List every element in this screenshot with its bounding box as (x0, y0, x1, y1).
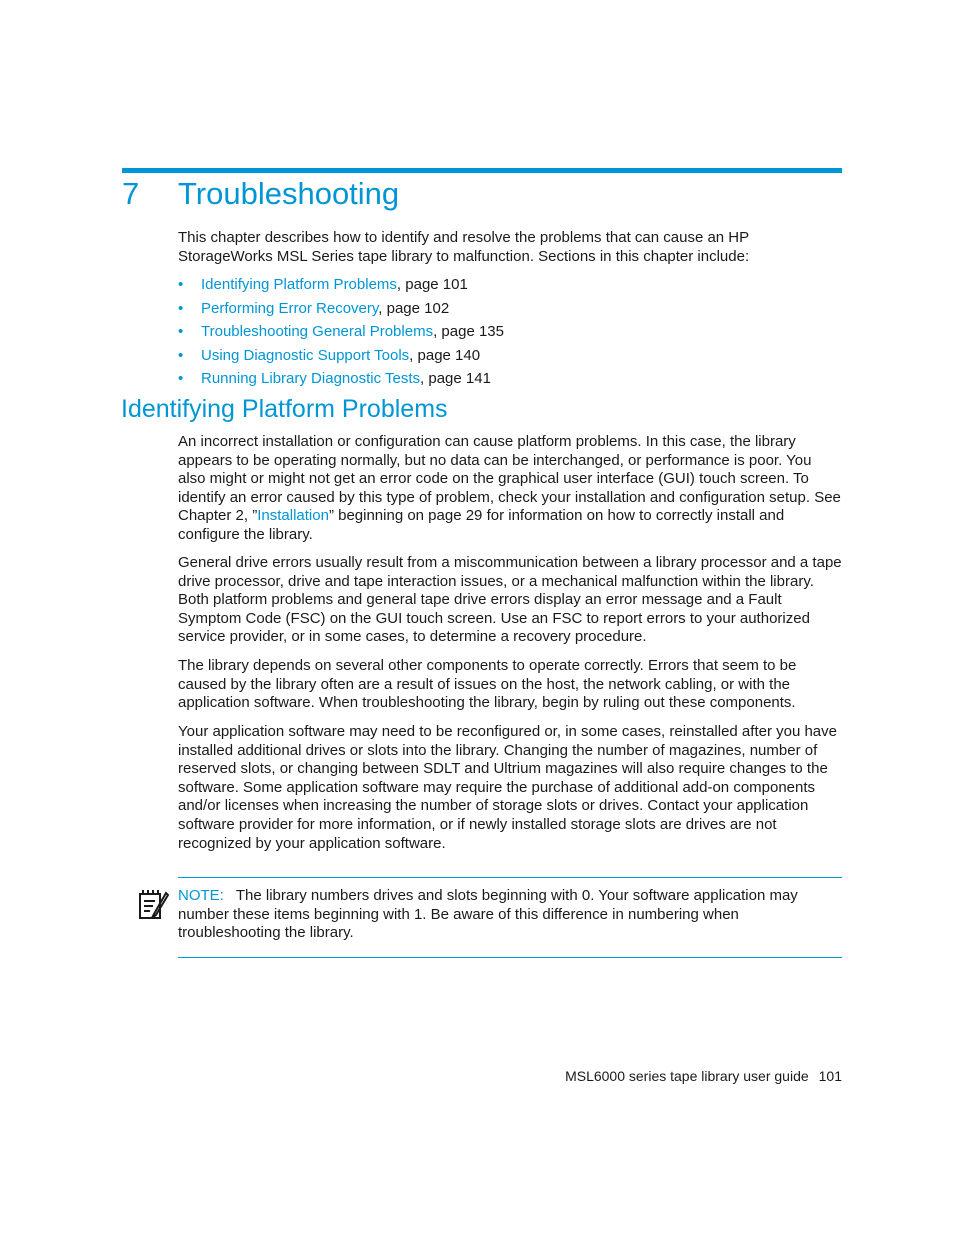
note-pad-icon (137, 887, 169, 921)
paragraph-installation-text (178, 433, 842, 545)
chapter-heading (122, 174, 842, 216)
toc-link-using-diagnostic-support-tools[interactable]: Using Diagnostic Support Tools (201, 346, 410, 364)
section-list-item (178, 273, 842, 297)
toc-link-troubleshooting-general-problems[interactable]: Troubleshooting General Problems (201, 323, 434, 340)
bullet: • (178, 299, 184, 317)
paragraph-text: An incorrect installation or configuration can cause platform problems. In this case, the library appears to be operating normally, but no data can be interchanged, or performance is poor. You also might or might not get an error code on the graphical user interface (GUI) touch screen. To identify an error caused by this type of problem, check your installation and configuration setup. See Chapter 2, ” (178, 433, 841, 525)
toc-page-ref: , page 101 (396, 276, 468, 293)
chapter-number: 7 (122, 176, 140, 211)
bullet: • (178, 370, 184, 387)
note-label: NOTE: (178, 887, 224, 904)
toc-page-ref: , page 140 (409, 346, 481, 364)
toc-link-identifying-platform-problems[interactable]: Identifying Platform Problems (201, 276, 397, 293)
note-top-rule (178, 877, 842, 878)
footer-page-number: 101 (818, 1068, 842, 1084)
note-box (178, 887, 842, 943)
toc-page-ref: , page 141 (420, 370, 491, 387)
paragraph (178, 554, 842, 647)
chapter-intro (178, 229, 842, 266)
intro-text: This chapter describes how to identify and resolve the problems that can cause an HP StorageWorks MSL Series tape library to malfunction. Sections in this chapter include: (178, 229, 750, 265)
section-list (178, 273, 842, 391)
bullet: • (178, 346, 184, 364)
toc-link-performing-error-recovery[interactable]: Performing Error Recovery (201, 299, 379, 317)
paragraph-text: ” beginning on page 29 for information on how to correctly install and configure the library. (178, 507, 785, 543)
note-bottom-rule (178, 957, 842, 958)
paragraph-text: Your application software may need to be reconfigured or, in some cases, reinstalled after you have installed additional drives or slots into the library. Changing the number of magazines, number of reserved slots, or changing between SDLT and Ultrium magazines will also require changes to the software. Some application software may require the purchase of additional add-on components and/or licenses when increasing the number of storage slots or drives. Contact your application software provider for more information, or if newly installed storage slots are drives are not recognized by your application software. (178, 723, 837, 852)
toc-page-ref: , page 102 (378, 299, 450, 317)
section-list-item (178, 367, 842, 391)
paragraph-text: General drive errors usually result from a miscommunication between a library processor and a tape drive processor, drive and tape interaction issues, or a mechanical malfunction within the library. Both platform problems and general tape drive errors display an error message and a Fault Symptom Code (FSC) on the GUI touch screen. Use an FSC to report errors to your authorized service provider, or in some cases, to determine a recovery procedure. (178, 554, 842, 646)
paragraph (178, 723, 842, 853)
bullet: • (178, 323, 184, 340)
chapter-top-rule (122, 168, 842, 173)
paragraph (178, 433, 842, 545)
section-heading: Identifying Platform Problems (121, 395, 448, 423)
paragraph (178, 657, 842, 713)
paragraph-text: The library depends on several other components to operate correctly. Errors that seem to be caused by the library often are a result of issues on the host, the network cabling, or with the application software. When troubleshooting the library, begin by ruling out these components. (178, 657, 797, 712)
toc-page-ref: , page 135 (433, 323, 504, 340)
bullet: • (178, 276, 184, 293)
toc-link-running-library-diagnostic-tests[interactable]: Running Library Diagnostic Tests (201, 370, 421, 387)
installation-link[interactable]: Installation (257, 507, 329, 525)
chapter-title: Troubleshooting (178, 176, 400, 211)
footer-guide-title: MSL6000 series tape library user guide (565, 1068, 809, 1084)
section-list-item (178, 297, 842, 321)
section-list-item (178, 344, 842, 368)
page-footer (565, 1067, 842, 1085)
note-text: The library numbers drives and slots beginning with 0. Your software application may number these items beginning with 1. Be aware of this difference in numbering when troubleshooting the library. (178, 887, 798, 942)
section-list-item (178, 320, 842, 344)
